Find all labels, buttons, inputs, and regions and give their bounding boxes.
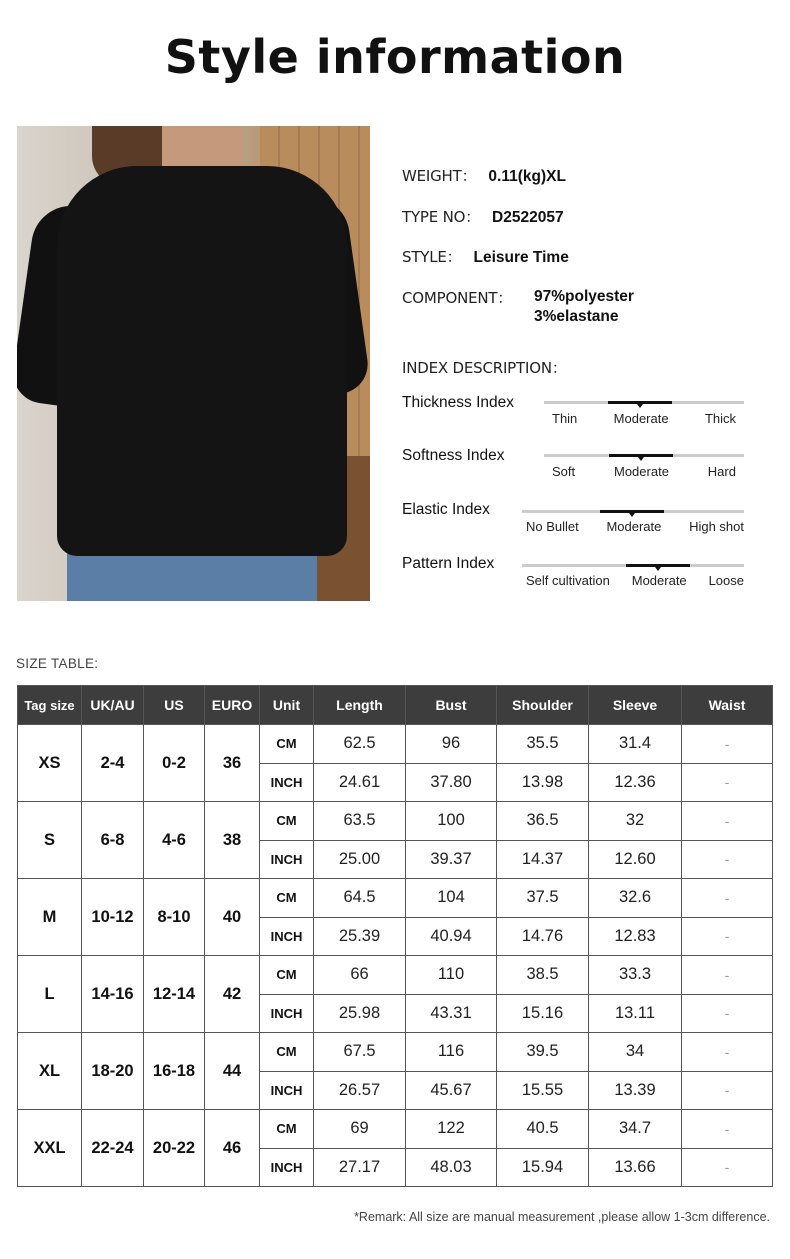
selected-marker [626, 564, 690, 567]
unit-cell: INCH [260, 763, 314, 802]
us-cell: 4-6 [144, 802, 205, 879]
header-unit: Unit [260, 686, 314, 725]
weight-value: 0.11(kg)XL [488, 168, 566, 185]
table-row [18, 802, 773, 841]
selected-marker [600, 510, 664, 513]
sleeve-cell: 33.3 [589, 956, 682, 995]
us-cell: 16-18 [144, 1033, 205, 1110]
header-shoulder: Shoulder [497, 686, 589, 725]
us-cell: 12-14 [144, 956, 205, 1033]
unit-cell: CM [260, 802, 314, 841]
uk-au-cell: 18-20 [82, 1033, 144, 1110]
sleeve-cell: 12.83 [589, 917, 682, 956]
shoulder-cell: 39.5 [497, 1033, 589, 1072]
bust-cell: 96 [406, 725, 497, 764]
waist-cell: - [682, 725, 773, 764]
length-cell: 24.61 [314, 763, 406, 802]
length-cell: 66 [314, 956, 406, 995]
waist-cell: - [682, 956, 773, 995]
table-row [18, 725, 773, 764]
style-row [402, 246, 569, 267]
unit-cell: INCH [260, 1071, 314, 1110]
weight-row [402, 165, 566, 186]
shoulder-cell: 38.5 [497, 956, 589, 995]
bust-cell: 45.67 [406, 1071, 497, 1110]
table-row [18, 1110, 773, 1149]
tag-size-cell: XS [18, 725, 82, 802]
index-option: High shot [689, 519, 744, 534]
index-description-label: INDEX DESCRIPTION： [402, 359, 567, 377]
product-photo [17, 126, 370, 601]
component-label: COMPONENT： [402, 289, 513, 307]
uk-au-cell: 2-4 [82, 725, 144, 802]
softness-index [402, 447, 747, 487]
uk-au-cell: 10-12 [82, 879, 144, 956]
index-name: Thickness Index [402, 394, 514, 411]
waist-cell: - [682, 994, 773, 1033]
bust-cell: 100 [406, 802, 497, 841]
index-option-selected: Moderate [631, 573, 687, 588]
sleeve-cell: 34 [589, 1033, 682, 1072]
sleeve-cell: 34.7 [589, 1110, 682, 1149]
index-option: Hard [707, 464, 736, 479]
unit-cell: INCH [260, 1148, 314, 1187]
index-name: Elastic Index [402, 501, 490, 518]
bust-cell: 48.03 [406, 1148, 497, 1187]
length-cell: 69 [314, 1110, 406, 1149]
style-value: Leisure Time [473, 249, 569, 266]
waist-cell: - [682, 763, 773, 802]
unit-cell: INCH [260, 840, 314, 879]
euro-cell: 44 [205, 1033, 260, 1110]
style-label: STYLE： [402, 248, 462, 266]
header-sleeve: Sleeve [589, 686, 682, 725]
header-waist: Waist [682, 686, 773, 725]
elastic-index [402, 501, 747, 541]
header-length: Length [314, 686, 406, 725]
sleeve-cell: 12.36 [589, 763, 682, 802]
bust-cell: 116 [406, 1033, 497, 1072]
component-value-2: 3%elastane [534, 308, 619, 325]
index-option: Loose [708, 573, 744, 588]
euro-cell: 46 [205, 1110, 260, 1187]
shoulder-cell: 35.5 [497, 725, 589, 764]
index-option-selected: Moderate [606, 519, 662, 534]
sleeve-cell: 13.11 [589, 994, 682, 1033]
header-tag-size: Tag size [18, 686, 82, 725]
bust-cell: 39.37 [406, 840, 497, 879]
header-uk-au: UK/AU [82, 686, 144, 725]
shoulder-cell: 15.94 [497, 1148, 589, 1187]
waist-cell: - [682, 1110, 773, 1149]
tag-size-cell: S [18, 802, 82, 879]
size-table-label: SIZE TABLE: [16, 656, 99, 671]
tag-size-cell: XL [18, 1033, 82, 1110]
waist-cell: - [682, 1071, 773, 1110]
sleeve-cell: 13.39 [589, 1071, 682, 1110]
sleeve-cell: 31.4 [589, 725, 682, 764]
unit-cell: CM [260, 1033, 314, 1072]
length-cell: 63.5 [314, 802, 406, 841]
weight-label: WEIGHT： [402, 167, 477, 185]
shoulder-cell: 14.37 [497, 840, 589, 879]
tag-size-cell: L [18, 956, 82, 1033]
index-option: Soft [552, 464, 576, 479]
length-cell: 67.5 [314, 1033, 406, 1072]
header-euro: EURO [205, 686, 260, 725]
remark-note: *Remark: All size are manual measurement ,please allow 1-3cm difference. [354, 1210, 770, 1224]
shoulder-cell: 36.5 [497, 802, 589, 841]
waist-cell: - [682, 879, 773, 918]
component-value-1: 97%polyester [534, 288, 634, 305]
index-name: Pattern Index [402, 555, 495, 572]
unit-cell: CM [260, 1110, 314, 1149]
index-option: Self cultivation [526, 573, 610, 588]
bust-cell: 43.31 [406, 994, 497, 1033]
table-header-row [18, 686, 773, 725]
shoulder-cell: 40.5 [497, 1110, 589, 1149]
us-cell: 20-22 [144, 1110, 205, 1187]
uk-au-cell: 22-24 [82, 1110, 144, 1187]
table-row [18, 879, 773, 918]
sleeve-cell: 32.6 [589, 879, 682, 918]
euro-cell: 36 [205, 725, 260, 802]
index-option: Thin [552, 411, 578, 426]
index-option-selected: Moderate [613, 411, 669, 426]
euro-cell: 38 [205, 802, 260, 879]
unit-cell: CM [260, 956, 314, 995]
unit-cell: CM [260, 725, 314, 764]
length-cell: 25.39 [314, 917, 406, 956]
waist-cell: - [682, 1148, 773, 1187]
length-cell: 25.98 [314, 994, 406, 1033]
waist-cell: - [682, 1033, 773, 1072]
us-cell: 0-2 [144, 725, 205, 802]
index-name: Softness Index [402, 447, 505, 464]
length-cell: 62.5 [314, 725, 406, 764]
waist-cell: - [682, 917, 773, 956]
component-row [402, 287, 782, 325]
shoulder-cell: 14.76 [497, 917, 589, 956]
length-cell: 64.5 [314, 879, 406, 918]
index-option: No Bullet [526, 519, 579, 534]
uk-au-cell: 14-16 [82, 956, 144, 1033]
sleeve-cell: 12.60 [589, 840, 682, 879]
bust-cell: 37.80 [406, 763, 497, 802]
sleeve-cell: 32 [589, 802, 682, 841]
shoulder-cell: 37.5 [497, 879, 589, 918]
shoulder-cell: 13.98 [497, 763, 589, 802]
size-table [17, 685, 773, 1187]
table-row [18, 956, 773, 995]
euro-cell: 40 [205, 879, 260, 956]
uk-au-cell: 6-8 [82, 802, 144, 879]
type-no-value: D2522057 [492, 209, 564, 226]
tag-size-cell: M [18, 879, 82, 956]
unit-cell: CM [260, 879, 314, 918]
page-title: Style information [164, 30, 626, 84]
table-row [18, 1033, 773, 1072]
header-us: US [144, 686, 205, 725]
bust-cell: 110 [406, 956, 497, 995]
unit-cell: INCH [260, 994, 314, 1033]
header-bust: Bust [406, 686, 497, 725]
waist-cell: - [682, 840, 773, 879]
index-option-selected: Moderate [614, 464, 669, 479]
shoulder-cell: 15.16 [497, 994, 589, 1033]
euro-cell: 42 [205, 956, 260, 1033]
selected-marker [609, 454, 673, 457]
bust-cell: 104 [406, 879, 497, 918]
selected-marker [608, 401, 672, 404]
length-cell: 27.17 [314, 1148, 406, 1187]
bust-cell: 122 [406, 1110, 497, 1149]
us-cell: 8-10 [144, 879, 205, 956]
waist-cell: - [682, 802, 773, 841]
thickness-index [402, 394, 747, 434]
type-no-label: TYPE NO： [402, 208, 481, 226]
pattern-index [402, 555, 747, 595]
type-no-row [402, 206, 564, 227]
length-cell: 25.00 [314, 840, 406, 879]
bust-cell: 40.94 [406, 917, 497, 956]
length-cell: 26.57 [314, 1071, 406, 1110]
tag-size-cell: XXL [18, 1110, 82, 1187]
sleeve-cell: 13.66 [589, 1148, 682, 1187]
shoulder-cell: 15.55 [497, 1071, 589, 1110]
unit-cell: INCH [260, 917, 314, 956]
index-option: Thick [704, 411, 736, 426]
